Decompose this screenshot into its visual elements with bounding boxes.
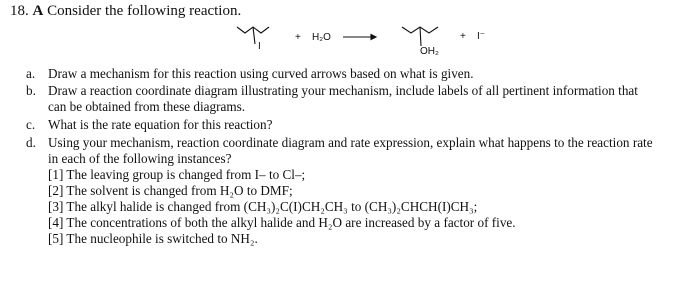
instance-4: [4] The concentrations of both the alkyl halide and H₂O are increased by a factor of five. xyxy=(48,215,516,230)
part-c-line-1: What is the rate equation for this reaction? xyxy=(48,117,273,132)
plus-sign-1: + xyxy=(295,32,301,43)
reaction-scheme-drawing xyxy=(225,18,505,66)
question-number: 18. xyxy=(10,3,29,19)
instance-2: [2] The solvent is changed from H₂O to DMF; xyxy=(48,183,293,198)
reaction-arrow xyxy=(343,35,376,40)
question-letter: A xyxy=(32,3,44,19)
product-structure xyxy=(402,27,438,46)
part-d-marker: d. xyxy=(26,135,36,150)
question-header xyxy=(10,2,241,20)
part-b-line-1: Draw a reaction coordinate diagram illustrating your mechanism, include labels of all pertinent information that xyxy=(48,83,638,98)
water-label: H₂O xyxy=(312,32,331,43)
part-d-line-2: in each of the following instances? xyxy=(48,151,232,166)
part-a-marker: a. xyxy=(26,66,36,81)
part-a-line-1: Draw a mechanism for this reaction using curved arrows based on what is given. xyxy=(48,66,474,81)
product-oxonium-label: OH₂ xyxy=(420,46,439,57)
instance-1: [1] The leaving group is changed from I– to Cl–; xyxy=(48,167,306,182)
question-stem: Consider the following reaction. xyxy=(47,3,242,19)
part-b-line-2: can be obtained from these diagrams. xyxy=(48,99,246,114)
part-d-line-1: Using your mechanism, reaction coordinate diagram and rate expression, explain what happens to the reaction rate xyxy=(48,135,653,150)
reactant-iodine-label: I xyxy=(258,41,261,52)
part-c-marker: c. xyxy=(26,117,36,132)
instance-5: [5] The nucleophile is switched to NH₂. xyxy=(48,231,258,246)
reaction-scheme xyxy=(225,18,505,66)
reactant-structure xyxy=(237,27,269,44)
instance-3: [3] The alkyl halide is changed from (CH₃)₂C(I)CH₂CH₃ to (CH₃)₂CHCH(I)CH₃; xyxy=(48,199,478,214)
iodide-label: I⁻ xyxy=(477,31,486,42)
part-b-marker: b. xyxy=(26,83,36,98)
plus-sign-2: + xyxy=(460,31,466,42)
